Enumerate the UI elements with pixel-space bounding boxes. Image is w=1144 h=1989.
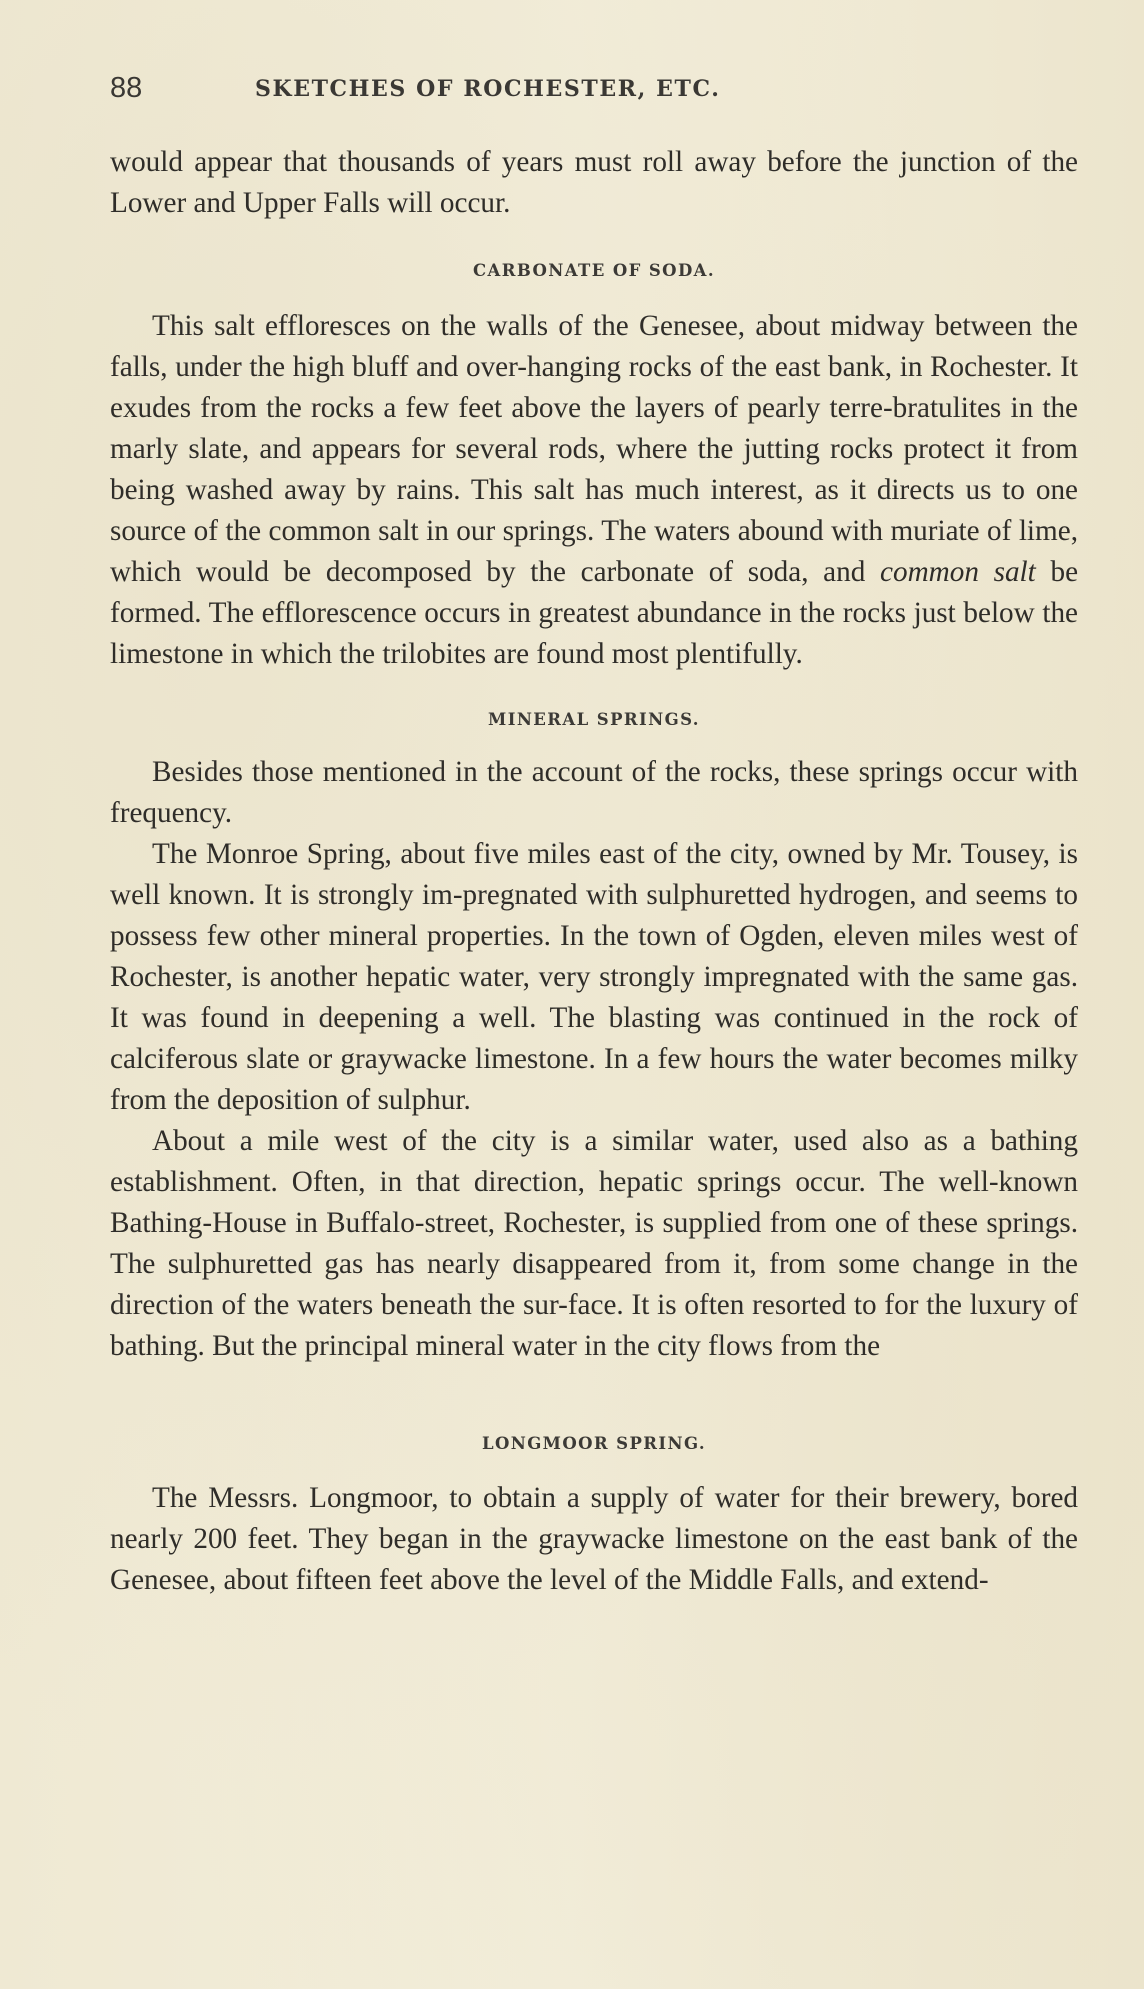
paragraph-continuation: would appear that thousands of years must roll away before the junction of the Lower and Upper Falls will occur.	[110, 146, 1078, 219]
section-heading-carbonate-of-soda: CARBONATE OF SODA.	[472, 261, 716, 280]
body-text	[110, 142, 1078, 1601]
paragraph-carbonate	[110, 306, 1078, 675]
paragraph-mineral-intro: Besides those mentioned in the account of the rocks, these springs occur with frequency.	[110, 756, 1078, 829]
section-heading-mineral-springs: MINERAL SPRINGS.	[488, 710, 700, 729]
running-head	[110, 72, 1070, 112]
italic-term: common salt	[880, 556, 1036, 588]
paragraph-monroe-spring: The Monroe Spring, about five miles east of the city, owned by Mr. Tousey, is well known. It is strongly im-pregnated with sulphuretted hydrogen, and seems to possess few other mineral properties. In the town of Ogden, eleven miles west of Rochester, is another hepatic water, very strongly impregnated with the same gas. It was found in deepening a well. The blasting was continued in the rock of calciferous slate or graywacke limestone. In a few hours the water becomes milky from the deposition of sulphur.	[110, 838, 1078, 1116]
paragraph-text: be formed. The efflorescence occurs in greatest abundance in the rocks just below the limestone in which the trilobites are found most plentifully.	[110, 556, 1079, 670]
paragraph-text: This salt effloresces on the walls of the Genesee, about midway between the falls, under the high bluff and over-hanging rocks of the east bank, in Rochester. It exudes from the rocks a few feet above the layers of pearly terre-bratulites in the marly slate, and appears for several rods, where the jutting rocks protect it from being washed away by rains. This salt has much interest, as it directs us to one source of the common salt in our springs. The waters abound with muriate of lime, which would be decomposed by the carbonate of soda, and	[110, 310, 1078, 588]
running-title: SKETCHES OF ROCHESTER, ETC.	[255, 76, 721, 102]
paragraph-bathing: About a mile west of the city is a similar water, used also as a bathing establishment. Often, in that direction, hepatic springs occur. The well-known Bathing-House in Buffalo-street, Rochester, is supplied from one of these springs. The sulphuretted gas has nearly disappeared from it, from some change in the direction of the waters beneath the sur-face. It is often resorted to for the luxury of bathing. But the principal mineral water in the city flows from the	[110, 1125, 1078, 1362]
section-heading-longmoor-spring: LONGMOOR SPRING.	[481, 1434, 707, 1453]
page-number: 88	[110, 72, 143, 104]
paragraph-longmoor: The Messrs. Longmoor, to obtain a supply of water for their brewery, bored nearly 200 feet. They began in the graywacke limestone on the east bank of the Genesee, about fifteen feet above the level of the Middle Falls, and extend-	[110, 1482, 1078, 1596]
